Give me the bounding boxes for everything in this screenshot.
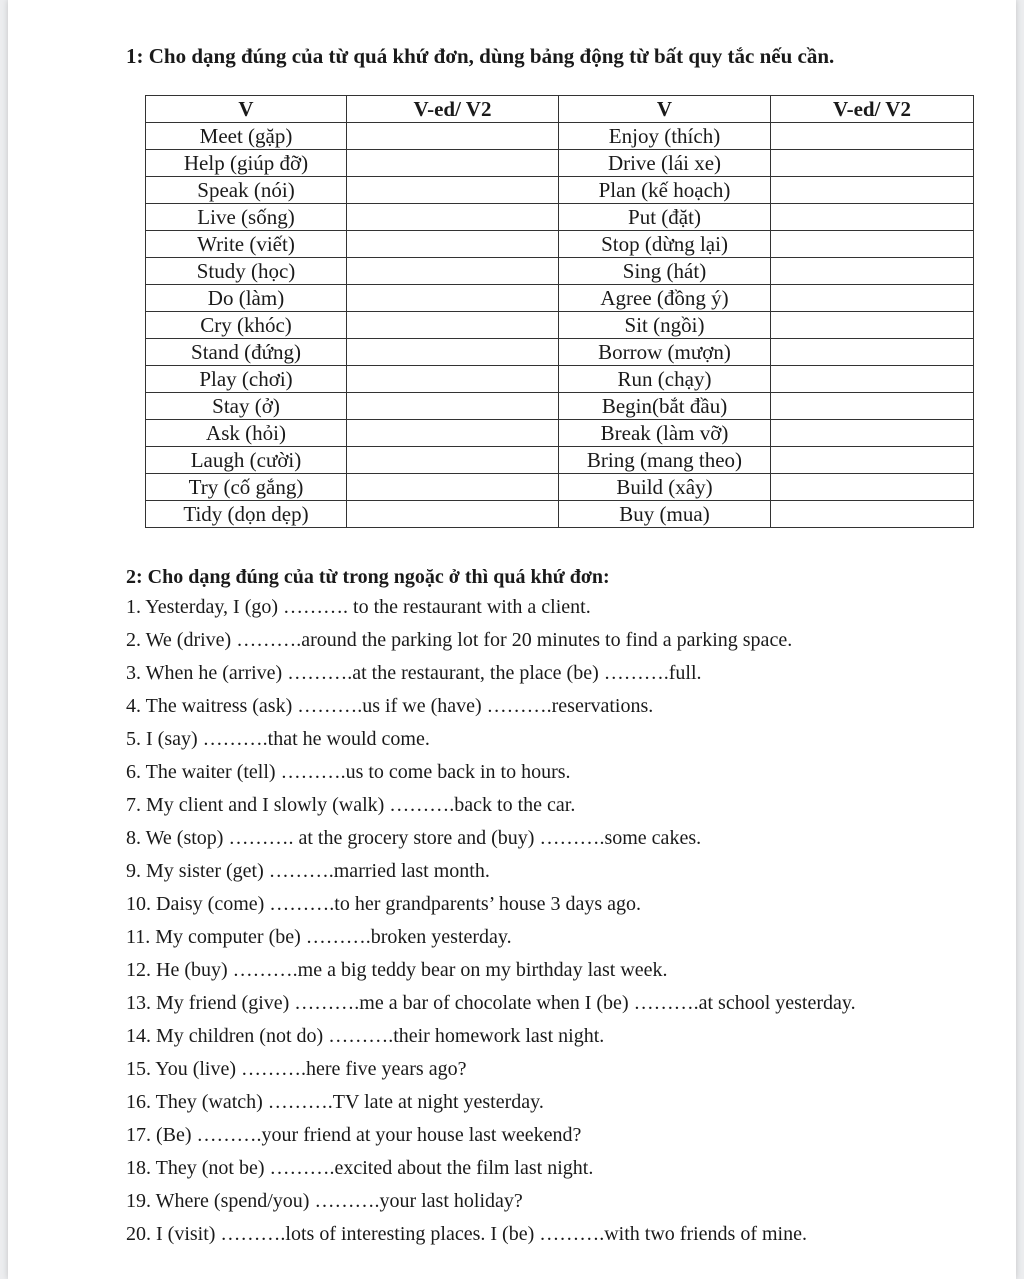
- verb-cell: Play (chơi): [146, 366, 347, 393]
- answer-cell: [347, 177, 559, 204]
- answer-cell: [771, 339, 974, 366]
- verb-cell: Live (sống): [146, 204, 347, 231]
- verb-cell: Meet (gặp): [146, 123, 347, 150]
- table-row: [146, 366, 974, 393]
- answer-cell: [347, 339, 559, 366]
- answer-cell: [347, 231, 559, 258]
- table-row: [146, 420, 974, 447]
- worksheet-page: [8, 0, 1016, 1279]
- answer-cell: [771, 177, 974, 204]
- exercise-sentence-6: 6. The waiter (tell) ……….us to come back in to hours.: [126, 761, 571, 783]
- exercise-sentence-4: 4. The waitress (ask) ……….us if we (have) ……….reservations.: [126, 695, 654, 717]
- exercise-sentence-17: 17. (Be) ……….your friend at your house last weekend?: [126, 1124, 582, 1146]
- table-row: [146, 204, 974, 231]
- answer-cell: [771, 393, 974, 420]
- table-row: [146, 474, 974, 501]
- answer-cell: [347, 447, 559, 474]
- verb-cell: Study (học): [146, 258, 347, 285]
- answer-cell: [771, 258, 974, 285]
- exercise-sentence-11: 11. My computer (be) ……….broken yesterday.: [126, 926, 512, 948]
- answer-cell: [347, 393, 559, 420]
- table-row: [146, 258, 974, 285]
- section2-heading: 2: Cho dạng đúng của từ trong ngoặc ở thì quá khứ đơn:: [126, 566, 610, 588]
- exercise-sentence-2: 2. We (drive) ……….around the parking lot for 20 minutes to find a parking space.: [126, 629, 793, 651]
- verb-cell: Begin(bắt đầu): [559, 393, 771, 420]
- verb-cell: Sit (ngồi): [559, 312, 771, 339]
- answer-cell: [771, 231, 974, 258]
- verb-cell: Put (đặt): [559, 204, 771, 231]
- verb-cell: Borrow (mượn): [559, 339, 771, 366]
- exercise-sentence-12: 12. He (buy) ……….me a big teddy bear on my birthday last week.: [126, 959, 668, 981]
- exercise-sentence-15: 15. You (live) ……….here five years ago?: [126, 1058, 467, 1080]
- table-row: [146, 231, 974, 258]
- exercise-sentence-16: 16. They (watch) ……….TV late at night yesterday.: [126, 1091, 544, 1113]
- verb-cell: Do (làm): [146, 285, 347, 312]
- answer-cell: [347, 474, 559, 501]
- answer-cell: [771, 366, 974, 393]
- exercise-sentence-19: 19. Where (spend/you) ……….your last holiday?: [126, 1190, 523, 1212]
- answer-cell: [347, 501, 559, 528]
- exercise-sentence-20: 20. I (visit) ……….lots of interesting places. I (be) ……….with two friends of mine.: [126, 1223, 807, 1245]
- header-v-left: V: [146, 96, 347, 123]
- verb-cell: Cry (khóc): [146, 312, 347, 339]
- verb-cell: Plan (kế hoạch): [559, 177, 771, 204]
- exercise-sentence-3: 3. When he (arrive) ……….at the restaurant, the place (be) ……….full.: [126, 662, 702, 684]
- answer-cell: [771, 420, 974, 447]
- answer-cell: [347, 366, 559, 393]
- table-row: [146, 285, 974, 312]
- exercise-list: [126, 594, 1006, 1254]
- verb-cell: Write (viết): [146, 231, 347, 258]
- exercise-sentence-18: 18. They (not be) ……….excited about the film last night.: [126, 1157, 594, 1179]
- verb-cell: Laugh (cười): [146, 447, 347, 474]
- verb-cell: Buy (mua): [559, 501, 771, 528]
- exercise-sentence-7: 7. My client and I slowly (walk) ……….back to the car.: [126, 794, 576, 816]
- verb-cell: Enjoy (thích): [559, 123, 771, 150]
- exercise-sentence-8: 8. We (stop) ………. at the grocery store and (buy) ……….some cakes.: [126, 827, 702, 849]
- answer-cell: [771, 204, 974, 231]
- table-row: [146, 312, 974, 339]
- answer-cell: [347, 123, 559, 150]
- answer-cell: [771, 150, 974, 177]
- verb-cell: Run (chạy): [559, 366, 771, 393]
- exercise-sentence-14: 14. My children (not do) ……….their homework last night.: [126, 1025, 605, 1047]
- exercise-sentence-5: 5. I (say) ……….that he would come.: [126, 728, 430, 750]
- answer-cell: [771, 474, 974, 501]
- verb-cell: Stop (dừng lại): [559, 231, 771, 258]
- answer-cell: [771, 123, 974, 150]
- verb-table: [145, 95, 974, 528]
- exercise-sentence-10: 10. Daisy (come) ……….to her grandparents’ house 3 days ago.: [126, 893, 642, 915]
- verb-table-header: [146, 96, 974, 123]
- answer-cell: [347, 150, 559, 177]
- answer-cell: [347, 420, 559, 447]
- verb-cell: Stand (đứng): [146, 339, 347, 366]
- exercise-sentence-1: 1. Yesterday, I (go) ………. to the restaurant with a client.: [126, 596, 591, 618]
- verb-cell: Try (cố gắng): [146, 474, 347, 501]
- table-row: [146, 123, 974, 150]
- exercise-sentence-9: 9. My sister (get) ……….married last month.: [126, 860, 490, 882]
- verb-cell: Ask (hỏi): [146, 420, 347, 447]
- exercise-sentence-13: 13. My friend (give) ……….me a bar of chocolate when I (be) ……….at school yesterday.: [126, 992, 856, 1014]
- answer-cell: [347, 312, 559, 339]
- verb-cell: Tidy (dọn dẹp): [146, 501, 347, 528]
- answer-cell: [771, 447, 974, 474]
- table-row: [146, 177, 974, 204]
- table-row: [146, 339, 974, 366]
- verb-cell: Build (xây): [559, 474, 771, 501]
- verb-cell: Break (làm vỡ): [559, 420, 771, 447]
- answer-cell: [347, 258, 559, 285]
- section1-heading: 1: Cho dạng đúng của từ quá khứ đơn, dùng bảng động từ bất quy tắc nếu cần.: [126, 44, 835, 68]
- answer-cell: [771, 285, 974, 312]
- answer-cell: [347, 204, 559, 231]
- table-row: [146, 150, 974, 177]
- table-row: [146, 393, 974, 420]
- answer-cell: [771, 312, 974, 339]
- answer-cell: [771, 501, 974, 528]
- verb-cell: Speak (nói): [146, 177, 347, 204]
- verb-cell: Help (giúp đỡ): [146, 150, 347, 177]
- table-row: [146, 447, 974, 474]
- answer-cell: [347, 285, 559, 312]
- verb-cell: Bring (mang theo): [559, 447, 771, 474]
- table-row: [146, 501, 974, 528]
- header-ved-right: V-ed/ V2: [771, 96, 974, 123]
- header-ved-left: V-ed/ V2: [347, 96, 559, 123]
- verb-cell: Sing (hát): [559, 258, 771, 285]
- verb-cell: Drive (lái xe): [559, 150, 771, 177]
- header-v-right: V: [559, 96, 771, 123]
- verb-cell: Stay (ở): [146, 393, 347, 420]
- verb-cell: Agree (đồng ý): [559, 285, 771, 312]
